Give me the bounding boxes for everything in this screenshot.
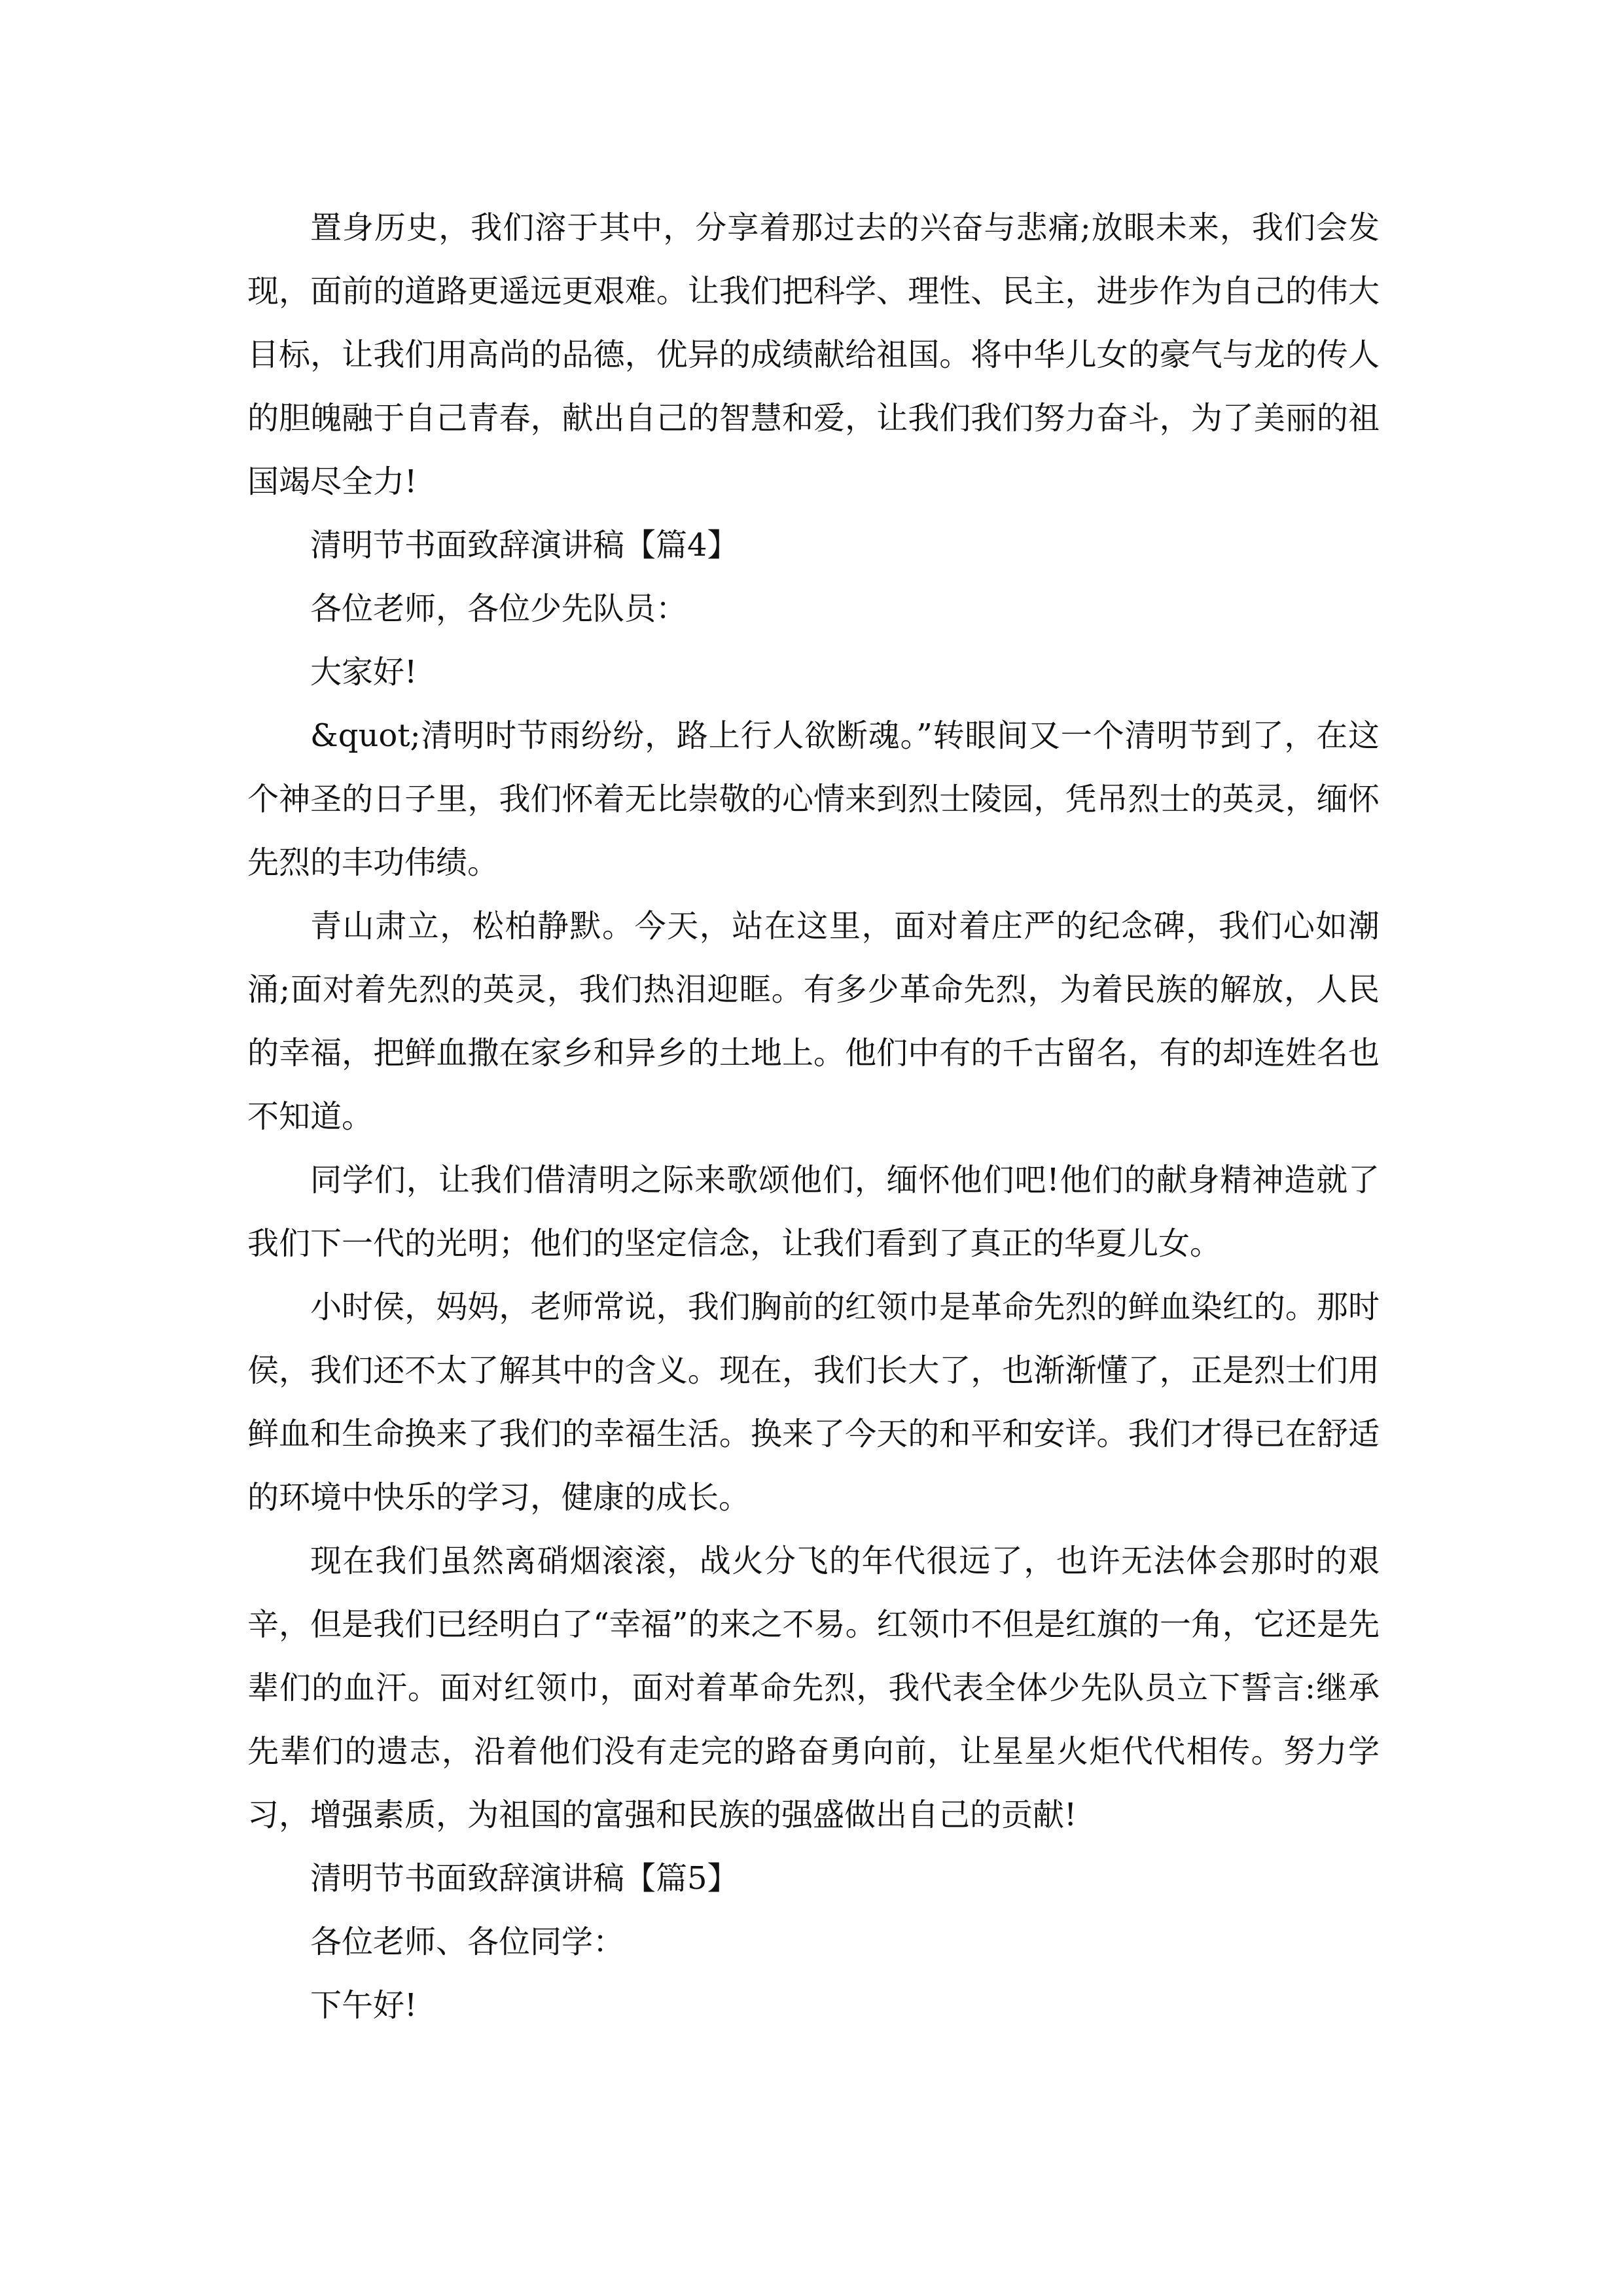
section-heading-4: 清明节书面致辞演讲稿【篇4】: [310, 527, 739, 564]
paragraph-childhood: 小时侯，妈妈，老师常说，我们胸前的红领巾是革命先烈的鲜血染红的。那时侯，我们还不太了解其中的含义。现在，我们长大了，也渐渐懂了，正是烈士们用鲜血和生命换来了我们的幸福生活。换来了今天的和平和安详。我们才得已在舒适的环境中快乐的学习，健康的成长。: [247, 1289, 1380, 1516]
greeting-4: 大家好!: [310, 654, 418, 691]
paragraph-mountains: 青山肃立，松柏静默。今天，站在这里，面对着庄严的纪念碑，我们心如潮涌;面对着先烈的英灵，我们热泪迎眶。有多少革命先烈，为着民族的解放，人民的幸福，把鲜血撒在家乡和异乡的土地上。他们中有的千古留名，有的却连姓名也不知道。: [247, 908, 1380, 1135]
greeting-5: 下午好!: [310, 1987, 418, 2024]
salutation-5: 各位老师、各位同学：: [310, 1924, 625, 1960]
section-heading-5: 清明节书面致辞演讲稿【篇5】: [310, 1860, 739, 1897]
paragraph-classmates: 同学们，让我们借清明之际来歌颂他们，缅怀他们吧!他们的献身精神造就了我们下一代的光明；他们的坚定信念，让我们看到了真正的华夏儿女。: [247, 1162, 1380, 1262]
salutation-4: 各位老师，各位少先队员：: [310, 590, 688, 627]
paragraph-history: 置身历史，我们溶于其中，分享着那过去的兴奋与悲痛;放眼未来，我们会发现，面前的道路更遥远更艰难。让我们把科学、理性、民主，进步作为自己的伟大目标，让我们用高尚的品德，优异的成绩献给祖国。将中华儿女的豪气与龙的传人的胆魄融于自己青春，献出自己的智慧和爱，让我们我们努力奋斗，为了美丽的祖国竭尽全力!: [247, 209, 1380, 500]
paragraph-qingming: &quot;清明时节雨纷纷，路上行人欲断魂。”转眼间又一个清明节到了，在这个神圣的日子里，我们怀着无比崇敬的心情来到烈士陵园，凭吊烈士的英灵，缅怀先烈的丰功伟绩。: [247, 717, 1380, 881]
document-body: [247, 196, 1380, 2037]
paragraph-present: 现在我们虽然离硝烟滚滚，战火分飞的年代很远了，也许无法体会那时的艰辛，但是我们已经明白了“幸福”的来之不易。红领巾不但是红旗的一角，它还是先辈们的血汗。面对红领巾，面对着革命先烈，我代表全体少先队员立下誓言:继承先辈们的遗志，沿着他们没有走完的路奋勇向前，让星星火炬代代相传。努力学习，增强素质，为祖国的富强和民族的强盛做出自己的贡献!: [247, 1543, 1380, 1833]
